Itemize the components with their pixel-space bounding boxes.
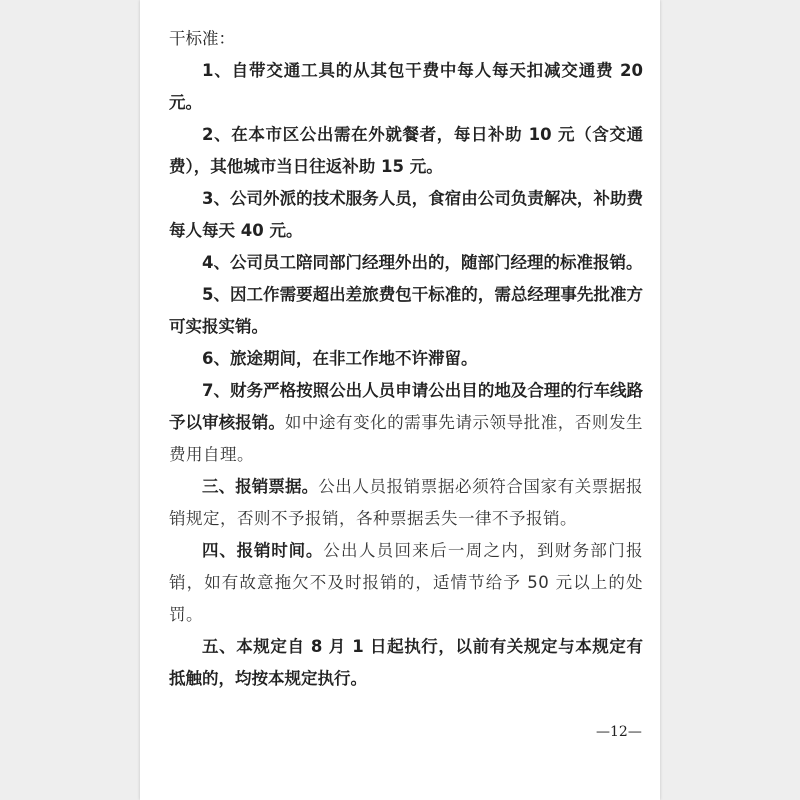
page-number: —12— [596, 724, 642, 740]
section-4-heading: 四、报销时间。 [202, 541, 324, 560]
section-3-heading: 三、报销票据。 [202, 477, 319, 496]
section-3-body: 公出人员报销票据必须符合国家有关票据报销规定，否则不予报销，各种票据丢失一律不予报销。 [169, 477, 644, 528]
paragraph-item-6: 6、旅途期间，在非工作地不许滞留。 [202, 349, 478, 368]
paragraph-item-5: 5、因工作需要超出差旅费包干标准的，需总经理事先批准方可实报实销。 [169, 285, 643, 336]
paragraph-section-3 [169, 471, 643, 535]
paragraph-item-7-normal: 如中途有变化的需事先请示领导批准，否则发生费用自理。 [169, 413, 644, 464]
paragraph-section-4 [169, 535, 643, 631]
paragraph-item-1: 1、自带交通工具的从其包干费中每人每天扣减交通费 20 元。 [169, 61, 643, 112]
paragraph-item-2: 2、在本市区公出需在外就餐者，每日补助 10 元（含交通费），其他城市当日往返补助 15 元。 [169, 125, 643, 176]
document-page [140, 0, 660, 800]
document-body [169, 23, 643, 695]
paragraph-item-7-bold: 7、财务严格按照公出人员申请公出目的地及合理的行车线路予以审核报销。 [169, 381, 643, 432]
paragraph-item-7 [169, 375, 643, 471]
section-4-body: 公出人员回来后一周之内，到财务部门报销，如有故意拖欠不及时报销的，适情节给予 50 元以上的处罚。 [169, 541, 643, 624]
paragraph-item-3: 3、公司外派的技术服务人员，食宿由公司负责解决，补助费每人每天 40 元。 [169, 189, 643, 240]
paragraph-intro: 干标准： [169, 29, 235, 48]
paragraph-section-5: 五、本规定自 8 月 1 日起执行，以前有关规定与本规定有抵触的，均按本规定执行。 [169, 637, 643, 688]
paragraph-item-4: 4、公司员工陪同部门经理外出的，随部门经理的标准报销。 [202, 253, 643, 272]
